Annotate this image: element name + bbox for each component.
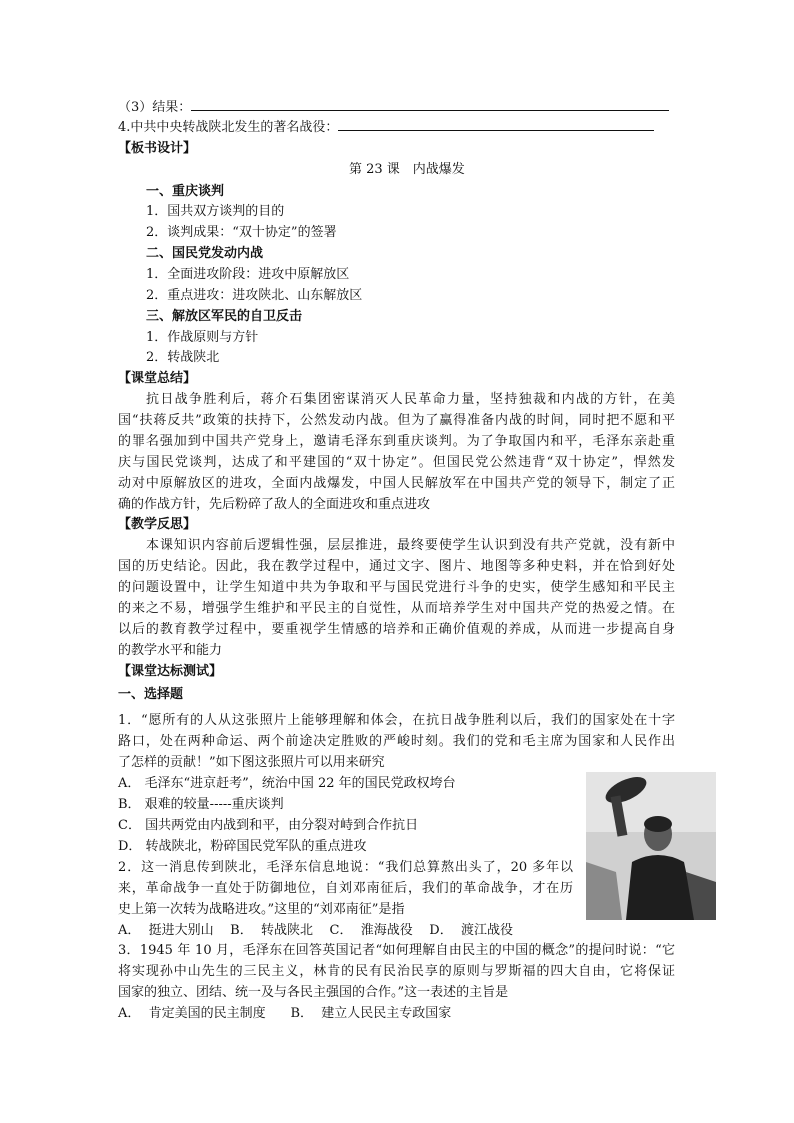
q3-options[interactable]: A． 肯定美国的民主制度 B． 建立人民民主专政国家 — [118, 1006, 452, 1021]
reflection-line: 国的历史结论。因此，我在教学过程中，通过文字、图片、地图等多种史料，并在恰到好处 — [118, 559, 675, 574]
reflection-line: 本课知识内容前后逻辑性强，层层推进，最终要使学生认识到没有共产党就，没有新中 — [146, 538, 675, 553]
q2-stem-line: 史上第一次转为战略进攻。”这里的“刘邓南征”是指 — [118, 902, 405, 917]
q3-result-label: （3）结果： — [118, 100, 192, 115]
q2-stem-line: 2．这一消息传到陕北，毛泽东信息地说：“我们总算熬出头了，20 多年以 — [118, 860, 573, 875]
photo-illustration — [586, 772, 716, 920]
summary-line: 的罪名强加到中国共产党身上，邀请毛泽东到重庆谈判。为了争取国内和平，毛泽东亲赴重 — [118, 434, 675, 449]
q4-answer-blank[interactable] — [338, 118, 654, 131]
test-heading: 【课堂达标测试】 — [118, 664, 223, 679]
outline-item: 2．谈判成果：“双十协定”的签署 — [146, 225, 337, 240]
q2-options[interactable]: A． 挺进大别山 B． 转战陕北 C． 淮海战役 D． 渡江战役 — [118, 923, 513, 938]
q1-stem-line: 路口，处在两种命运、两个前途决定胜败的严峻时刻。我们的党和毛主席为国家和人民作出 — [118, 734, 675, 749]
q3-answer-blank[interactable] — [191, 98, 669, 111]
outline-item: 二、国民党发动内战 — [146, 246, 264, 261]
q1-stem-line: 1．“愿所有的人从这张照片上能够理解和体会，在抗日战争胜利以后，我们的国家处在十字 — [118, 713, 675, 728]
outline-item: 1．作战原则与方针 — [146, 330, 259, 345]
summary-line: 庆与国民党谈判，达成了和平建国的“双十协定”。但国民党公然违背“双十协定”，悍然发 — [118, 455, 675, 470]
summary-heading: 【课堂总结】 — [118, 371, 197, 386]
outline-item: 1．国共双方谈判的目的 — [146, 204, 285, 219]
q3-result-line — [118, 97, 678, 119]
outline-item: 2．转战陕北 — [146, 350, 220, 365]
reflection-line: 的问题设置中，让学生知道中共为争取和平与国民党进行斗争的史实，使学生感知和平民主 — [118, 580, 675, 595]
outline-item: 三、解放区军民的自卫反击 — [146, 309, 303, 324]
lesson-title: 第 23 课 内战爆发 — [349, 162, 465, 177]
q3-stem-line: 国家的独立、团结、统一及与各民主强国的合作。”这一表述的主旨是 — [118, 985, 509, 1000]
summary-line: 动对中原解放区的进攻，全面内战爆发，中国人民解放军在中国共产党的领导下，制定了正 — [118, 476, 675, 491]
outline-item: 1．全面进攻阶段：进攻中原解放区 — [146, 267, 350, 282]
summary-line: 抗日战争胜利后，蒋介石集团密谋消灭人民革命力量，坚持独裁和内战的方针，在美 — [146, 392, 675, 407]
summary-line: 国“扶蒋反共”政策的扶持下，公然发动内战。但为了赢得准备内战的时间，同时把不愿和平 — [118, 413, 675, 428]
q3-stem-line: 将实现孙中山先生的三民主义，林肯的民有民治民享的原则与罗斯福的四大自由，它将保证 — [118, 964, 675, 979]
q1-option[interactable]: C． 国共两党由内战到和平，由分裂对峙到合作抗日 — [118, 818, 419, 833]
q3-stem-line: 3．1945 年 10 月，毛泽东在回答英国记者“如何理解自由民主的中国的概念”的提问时说：“它 — [118, 943, 675, 958]
q1-option[interactable]: B． 艰难的较量-----重庆谈判 — [118, 797, 284, 812]
q4-label: 4.中共中央转战陕北发生的著名战役： — [118, 120, 339, 135]
q1-option[interactable]: A． 毛泽东“进京赶考”，统治中国 22 年的国民党政权垮台 — [118, 776, 456, 791]
reflection-line: 的来之不易，增强学生维护和平民主的自觉性，从而培养学生对中国共产党的热爱之情。在 — [118, 601, 675, 616]
mao-waving-hat-photo — [586, 772, 716, 920]
board-design-heading: 【板书设计】 — [118, 141, 197, 156]
q1-option[interactable]: D． 转战陕北，粉碎国民党军队的重点进攻 — [118, 839, 367, 854]
reflection-heading: 【教学反思】 — [118, 517, 197, 532]
outline-item: 2．重点进攻：进攻陕北、山东解放区 — [146, 288, 363, 303]
q2-stem-line: 来，革命战争一直处于防御地位，自刘邓南征后，我们的革命战争，才在历 — [118, 881, 573, 896]
summary-line: 确的作战方针，先后粉碎了敌人的全面进攻和重点进攻 — [118, 497, 431, 512]
section-choice-heading: 一、选择题 — [118, 687, 184, 702]
reflection-line: 以后的教育教学过程中，要重视学生情感的培养和正确价值观的养成，从而进一步提高自身 — [118, 622, 675, 637]
q4-line — [118, 117, 678, 139]
reflection-line: 的教学水平和能力 — [118, 643, 223, 658]
outline-item: 一、重庆谈判 — [146, 184, 225, 199]
q1-stem-line: 了怎样的贡献！”如下图这张照片可以用来研究 — [118, 755, 385, 770]
